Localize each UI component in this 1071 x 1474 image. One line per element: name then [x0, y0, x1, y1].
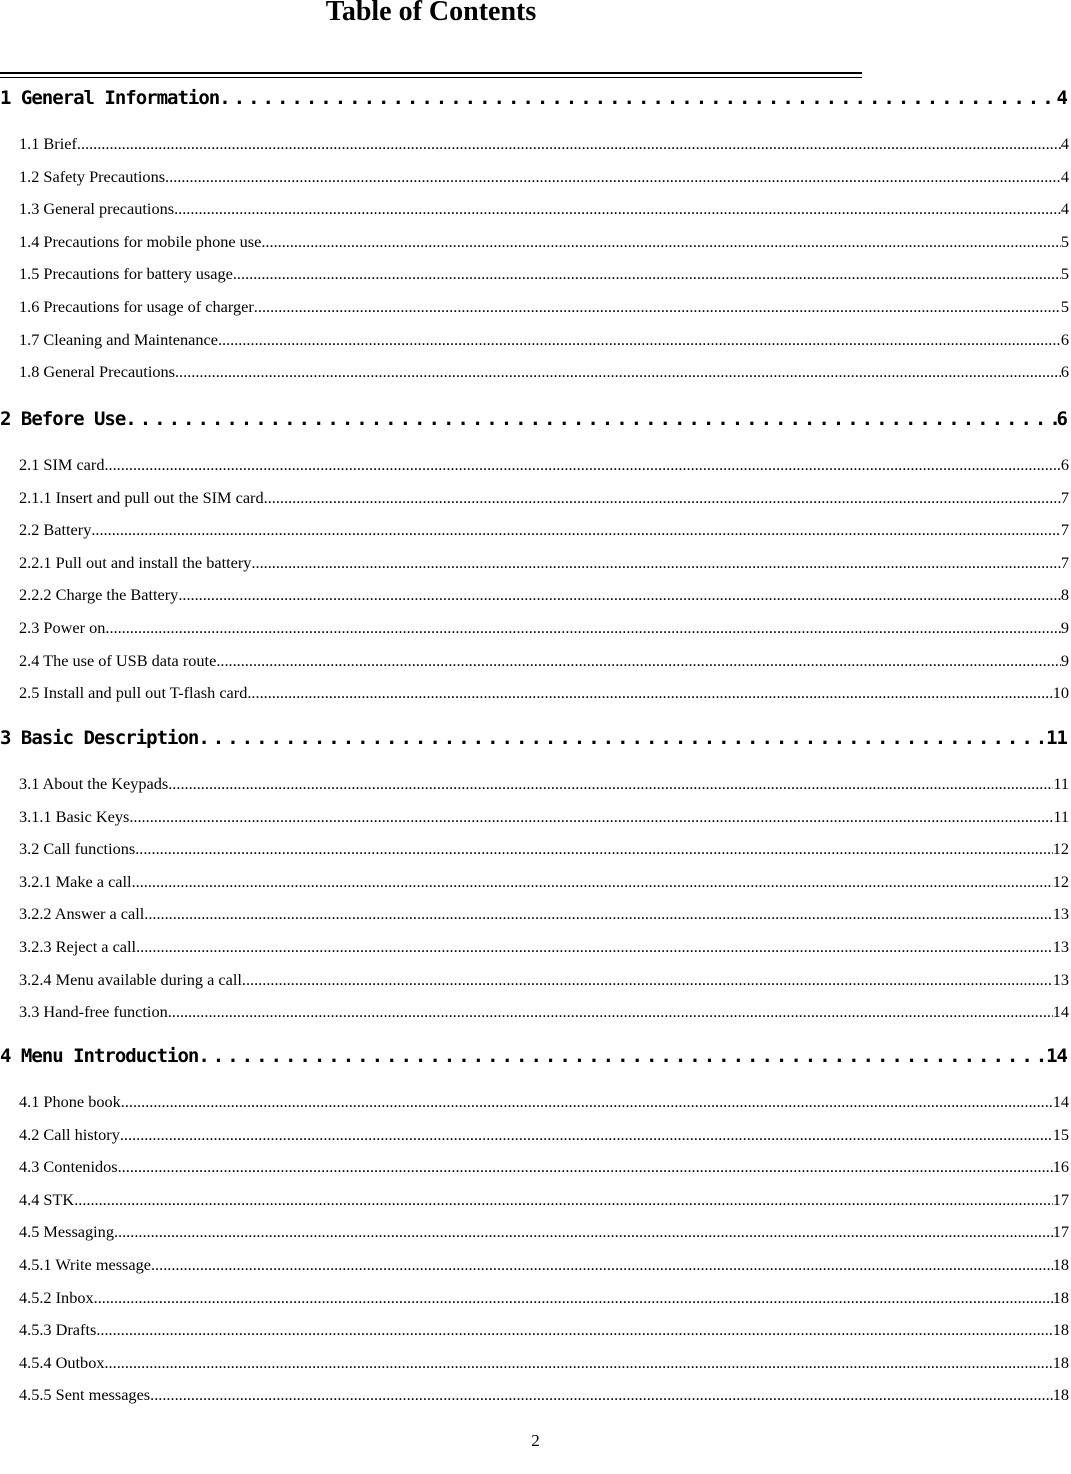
toc-entry-page: 12	[1052, 871, 1069, 891]
toc-dot-leader	[114, 1222, 1053, 1242]
toc-entry-page: 4	[1060, 166, 1069, 186]
toc-entry-page: 4	[1060, 134, 1069, 153]
toc-section-entry[interactable]	[19, 839, 1069, 861]
toc-entry-page: 13	[1052, 904, 1069, 924]
toc-dot-leader	[136, 937, 1053, 957]
toc-entry-label: 1.4 Precautions for mobile phone use	[19, 231, 262, 251]
toc-dot-leader	[151, 1255, 1053, 1275]
toc-section-entry[interactable]	[19, 618, 1069, 640]
toc-dot-leader	[129, 807, 1053, 827]
toc-dot-leader	[198, 1045, 1046, 1067]
toc-dot-leader	[198, 727, 1046, 749]
toc-entry-page: 9	[1060, 650, 1069, 670]
toc-entry-page: 17	[1052, 1189, 1069, 1209]
toc-entry-page: 16	[1052, 1157, 1069, 1177]
toc-entry-label: 2.1 SIM card	[19, 455, 105, 474]
toc-entry-label: 4.4 STK	[19, 1189, 75, 1209]
toc-section-entry[interactable]	[19, 1222, 1069, 1244]
toc-dot-leader	[251, 553, 1060, 573]
toc-entry-page: 8	[1060, 585, 1069, 605]
toc-dot-leader	[219, 87, 1056, 109]
toc-entry-label: 1 General Information	[0, 87, 220, 109]
toc-dot-leader	[105, 618, 1060, 638]
toc-entry-page: 10	[1052, 683, 1069, 703]
title-divider	[0, 72, 862, 78]
toc-entry-page: 18	[1052, 1385, 1069, 1405]
toc-entry-page: 13	[1052, 937, 1069, 956]
toc-entry-label: 1.8 General Precautions	[19, 362, 175, 382]
toc-entry-label: 2.3 Power on	[19, 618, 106, 637]
toc-section-entry[interactable]	[19, 1092, 1069, 1114]
toc-entry-page: 6	[1060, 329, 1069, 349]
toc-section-entry[interactable]	[19, 1190, 1069, 1212]
toc-dot-leader	[135, 839, 1053, 859]
toc-section-entry[interactable]	[19, 1353, 1069, 1375]
toc-dot-leader	[168, 1002, 1053, 1022]
toc-dot-leader	[150, 1385, 1053, 1405]
toc-dot-leader	[178, 585, 1061, 605]
toc-entry-page: 9	[1060, 618, 1069, 637]
toc-dot-leader	[118, 1157, 1053, 1177]
toc-entry-label: 4.5.2 Inbox	[19, 1287, 94, 1307]
toc-entry-label: 3.1 About the Keypads	[19, 774, 169, 793]
toc-section-entry[interactable]	[19, 455, 1069, 477]
toc-section-entry[interactable]	[19, 264, 1069, 286]
toc-entry-label: 2.2.2 Charge the Battery	[19, 585, 179, 605]
toc-chapter-entry[interactable]	[0, 87, 1067, 117]
toc-dot-leader	[104, 455, 1060, 475]
toc-section-entry[interactable]	[19, 1385, 1069, 1407]
toc-section-entry[interactable]	[19, 807, 1069, 829]
toc-entry-page: 14	[1052, 1092, 1069, 1111]
toc-entry-page: 5	[1060, 264, 1069, 284]
toc-section-entry[interactable]	[19, 683, 1069, 705]
toc-dot-leader	[144, 904, 1052, 924]
toc-entry-page: 13	[1052, 969, 1069, 989]
toc-dot-leader	[233, 264, 1061, 284]
toc-chapter-entry[interactable]	[0, 1045, 1067, 1075]
toc-dot-leader	[120, 1125, 1053, 1145]
toc-entry-label: 2.2.1 Pull out and install the battery	[19, 552, 252, 572]
toc-entry-label: 3.2.3 Reject a call	[19, 937, 137, 956]
toc-entry-label: 3.2.4 Menu available during a call	[19, 969, 242, 989]
toc-section-entry[interactable]	[19, 520, 1069, 542]
toc-entry-page: 7	[1060, 520, 1069, 540]
toc-entry-page: 5	[1060, 297, 1069, 316]
toc-entry-page: 11	[1053, 806, 1069, 826]
toc-chapter-entry[interactable]	[0, 408, 1067, 438]
toc-entry-page: 17	[1052, 1222, 1069, 1242]
toc-entry-page: 11	[1053, 774, 1069, 793]
toc-entry-page: 7	[1060, 487, 1069, 507]
toc-section-entry[interactable]	[19, 134, 1069, 156]
toc-dot-leader	[247, 683, 1052, 703]
toc-section-entry[interactable]	[19, 330, 1069, 352]
toc-entry-page: 18	[1052, 1352, 1069, 1372]
toc-entry-page: 12	[1052, 839, 1069, 859]
toc-entry-label: 1.7 Cleaning and Maintenance	[19, 329, 218, 349]
toc-dot-leader	[264, 488, 1061, 508]
toc-section-entry[interactable]	[19, 199, 1069, 221]
toc-entry-page: 4	[1060, 199, 1069, 219]
page-number: 2	[531, 1431, 540, 1450]
toc-entry-label: 2.5 Install and pull out T-flash card	[19, 683, 248, 703]
toc-section-entry[interactable]	[19, 1288, 1069, 1310]
toc-section-entry[interactable]	[19, 872, 1069, 894]
toc-entry-label: 4.1 Phone book	[19, 1092, 121, 1111]
toc-entry-label: 4.5.3 Drafts	[19, 1320, 97, 1340]
toc-entry-page: 6	[1056, 408, 1067, 430]
toc-section-entry[interactable]	[19, 297, 1069, 319]
toc-dot-leader	[74, 1190, 1053, 1210]
toc-section-entry[interactable]	[19, 232, 1069, 254]
toc-dot-leader	[104, 1353, 1052, 1373]
toc-entry-label: 1.1 Brief	[19, 134, 77, 153]
toc-entry-label: 3.2.2 Answer a call	[19, 904, 145, 924]
toc-dot-leader	[77, 134, 1061, 154]
page-title: Table of Contents	[325, 0, 537, 27]
toc-dot-leader	[94, 1288, 1053, 1308]
toc-entry-label: 2.2 Battery	[19, 520, 92, 540]
toc-entry-page: 15	[1052, 1124, 1069, 1144]
toc-dot-leader	[242, 970, 1053, 990]
toc-entry-label: 4.3 Contenidos	[19, 1157, 118, 1177]
toc-section-entry[interactable]	[19, 1157, 1069, 1179]
toc-entry-page: 6	[1060, 362, 1069, 382]
toc-entry-label: 4.5 Messaging	[19, 1222, 114, 1242]
toc-dot-leader	[165, 167, 1061, 187]
toc-dot-leader	[261, 232, 1061, 252]
toc-entry-page: 14	[1046, 1045, 1067, 1067]
toc-dot-leader	[168, 774, 1053, 794]
toc-entry-label: 2.1.1 Insert and pull out the SIM card	[19, 487, 264, 507]
toc-entry-page: 5	[1060, 231, 1069, 251]
toc-section-entry[interactable]	[19, 1320, 1069, 1342]
toc-entry-page: 14	[1052, 1002, 1069, 1022]
toc-section-entry[interactable]	[19, 937, 1069, 959]
toc-section-entry[interactable]	[19, 553, 1069, 575]
toc-entry-page: 18	[1052, 1320, 1069, 1340]
toc-entry-page: 4	[1056, 87, 1067, 109]
toc-entry-label: 3.1.1 Basic Keys	[19, 806, 130, 826]
toc-entry-label: 1.5 Precautions for battery usage	[19, 264, 233, 284]
toc-dot-leader	[175, 362, 1061, 382]
toc-section-entry[interactable]	[19, 1255, 1069, 1277]
toc-entry-label: 1.6 Precautions for usage of charger	[19, 297, 254, 316]
toc-chapter-entry[interactable]	[0, 727, 1067, 757]
toc-section-entry[interactable]	[19, 904, 1069, 926]
toc-entry-label: 3.2.1 Make a call	[19, 871, 132, 891]
toc-entry-label: 2 Before Use	[0, 408, 126, 430]
toc-section-entry[interactable]	[19, 970, 1069, 992]
toc-entry-page: 11	[1046, 727, 1067, 749]
toc-dot-leader	[96, 1320, 1052, 1340]
toc-entry-label: 1.2 Safety Precautions	[19, 166, 166, 186]
toc-section-entry[interactable]	[19, 774, 1069, 796]
toc-section-entry[interactable]	[19, 1125, 1069, 1147]
toc-dot-leader	[174, 199, 1061, 219]
toc-dot-leader	[121, 1092, 1053, 1112]
toc-dot-leader	[254, 297, 1061, 317]
toc-entry-page: 6	[1060, 455, 1069, 474]
toc-entry-label: 2.4 The use of USB data route	[19, 650, 217, 670]
toc-entry-label: 4.5.1 Write message	[19, 1255, 151, 1274]
toc-entry-label: 4 Menu Introduction	[0, 1045, 199, 1067]
toc-entry-page: 18	[1052, 1255, 1069, 1274]
toc-section-entry[interactable]	[19, 651, 1069, 673]
toc-dot-leader	[216, 651, 1061, 671]
toc-entry-label: 4.2 Call history	[19, 1124, 120, 1144]
toc-entry-page: 7	[1060, 552, 1069, 572]
toc-entry-label: 3.3 Hand-free function	[19, 1002, 168, 1022]
toc-dot-leader	[132, 872, 1053, 892]
toc-section-entry[interactable]	[19, 167, 1069, 189]
toc-section-entry[interactable]	[19, 362, 1069, 384]
toc-dot-leader	[125, 408, 1056, 430]
toc-entry-label: 4.5.5 Sent messages	[19, 1385, 151, 1405]
toc-entry-label: 3 Basic Description	[0, 727, 199, 749]
toc-section-entry[interactable]	[19, 1002, 1069, 1024]
toc-section-entry[interactable]	[19, 488, 1069, 510]
toc-section-entry[interactable]	[19, 585, 1069, 607]
toc-entry-label: 4.5.4 Outbox	[19, 1352, 105, 1372]
toc-entry-page: 18	[1052, 1287, 1069, 1307]
toc-dot-leader	[218, 330, 1061, 350]
toc-dot-leader	[91, 520, 1061, 540]
toc-entry-label: 1.3 General precautions	[19, 199, 175, 219]
toc-entry-label: 3.2 Call functions	[19, 839, 136, 859]
